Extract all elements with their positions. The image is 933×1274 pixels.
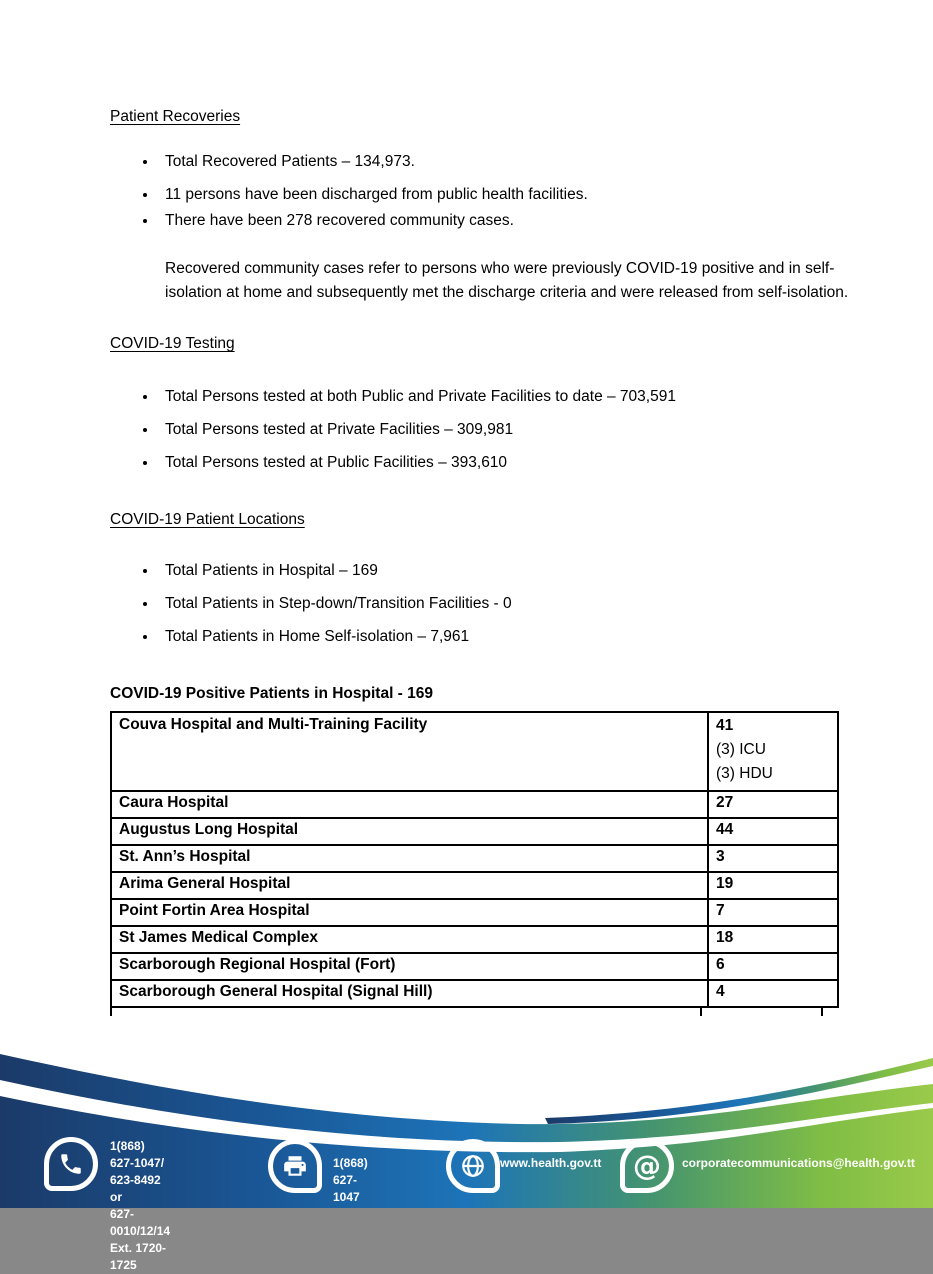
hospital-name-cell: Scarborough Regional Hospital (Fort) bbox=[111, 953, 708, 980]
hospital-name-cell: Augustus Long Hospital bbox=[111, 818, 708, 845]
table-row bbox=[111, 899, 838, 926]
bullet-tested-private: • Total Persons tested at Private Facilities – 309,981 bbox=[158, 418, 823, 442]
section-heading-patient-recoveries: Patient Recoveries bbox=[110, 108, 241, 125]
hospital-name-cell: Caura Hospital bbox=[111, 791, 708, 818]
patient-count: 41 bbox=[716, 717, 734, 734]
patient-count-cell: 19 bbox=[708, 872, 838, 899]
patient-count-cell: 4 bbox=[708, 980, 838, 1007]
hospital-name-cell: St James Medical Complex bbox=[111, 926, 708, 953]
phone-line-3: Ext. 1720-1725 bbox=[110, 1241, 167, 1272]
phone-line-1: 1(868) 627-1047/ 623-8492 or bbox=[110, 1139, 165, 1204]
recovered-community-note: Recovered community cases refer to persons who were previously COVID-19 positive and in self-isolation at home and subsequently met the discharge criteria and were released from self-isolation. bbox=[165, 260, 849, 301]
table-row bbox=[111, 872, 838, 899]
at-symbol: @ bbox=[633, 1149, 661, 1182]
email-icon bbox=[620, 1139, 674, 1193]
table-row bbox=[111, 926, 838, 953]
bullet-step-down: • Total Patients in Step-down/Transition Facilities - 0 bbox=[158, 592, 823, 616]
patient-count-cell: 7 bbox=[708, 899, 838, 926]
table-row bbox=[111, 980, 838, 1007]
hospital-table-title: COVID-19 Positive Patients in Hospital - 169 bbox=[110, 685, 434, 702]
table-row bbox=[111, 845, 838, 872]
globe-icon bbox=[446, 1139, 500, 1193]
section-heading-covid-testing: COVID-19 Testing bbox=[110, 335, 235, 352]
bullet-discharged: • 11 persons have been discharged from public health facilities. bbox=[158, 183, 823, 207]
phone-numbers bbox=[110, 1138, 170, 1274]
hospital-table bbox=[110, 711, 839, 1008]
patient-count-cell: 6 bbox=[708, 953, 838, 980]
section-patient-locations bbox=[110, 511, 823, 649]
patient-count-cell: 3 bbox=[708, 845, 838, 872]
fax-icon bbox=[268, 1139, 322, 1193]
email-address: corporatecommunications@health.gov.tt bbox=[682, 1156, 915, 1170]
bullet-home-isolation: • Total Patients in Home Self-isolation – 7,961 bbox=[158, 625, 823, 649]
hospital-name-cell: Scarborough General Hospital (Signal Hill) bbox=[111, 980, 708, 1007]
bullet-tested-public: • Total Persons tested at Public Facilities – 393,610 bbox=[158, 451, 823, 475]
section-patient-recoveries bbox=[110, 108, 849, 305]
bullet-tested-total: • Total Persons tested at both Public and Private Facilities to date – 703,591 bbox=[158, 385, 823, 409]
bullet-community-recovered: • There have been 278 recovered community cases. bbox=[158, 209, 823, 233]
website-url: www.health.gov.tt bbox=[500, 1156, 602, 1170]
hospital-name-cell: St. Ann’s Hospital bbox=[111, 845, 708, 872]
table-row bbox=[111, 953, 838, 980]
bullet-total-recovered: • Total Recovered Patients – 134,973. bbox=[158, 150, 823, 174]
footer-banner bbox=[0, 1020, 933, 1272]
table-row bbox=[111, 712, 838, 791]
patient-locations-bullet-list bbox=[110, 559, 823, 649]
patient-count-cell: 27 bbox=[708, 791, 838, 818]
patient-count-cell bbox=[708, 712, 838, 791]
icu-count: (3) ICU bbox=[716, 741, 766, 758]
covid-testing-bullet-list bbox=[110, 385, 823, 475]
bullet-in-hospital: • Total Patients in Hospital – 169 bbox=[158, 559, 823, 583]
fax-number: 1(868) 627-1047 bbox=[333, 1156, 368, 1204]
section-covid-testing bbox=[110, 335, 823, 475]
hospital-name-cell: Arima General Hospital bbox=[111, 872, 708, 899]
patient-recoveries-bullet-list bbox=[110, 150, 823, 233]
hdu-count: (3) HDU bbox=[716, 765, 773, 782]
patient-count-cell: 44 bbox=[708, 818, 838, 845]
phone-icon bbox=[44, 1137, 98, 1191]
hospital-name-cell: Couva Hospital and Multi-Training Facility bbox=[111, 712, 708, 791]
patient-count-cell: 18 bbox=[708, 926, 838, 953]
table-row bbox=[111, 791, 838, 818]
table-row bbox=[111, 818, 838, 845]
hospital-name-cell: Point Fortin Area Hospital bbox=[111, 899, 708, 926]
table-column-divider bbox=[700, 1008, 702, 1016]
section-heading-patient-locations: COVID-19 Patient Locations bbox=[110, 511, 305, 528]
phone-line-2: 627-0010/12/14 bbox=[110, 1207, 171, 1238]
table-cutoff-row bbox=[110, 1008, 823, 1016]
